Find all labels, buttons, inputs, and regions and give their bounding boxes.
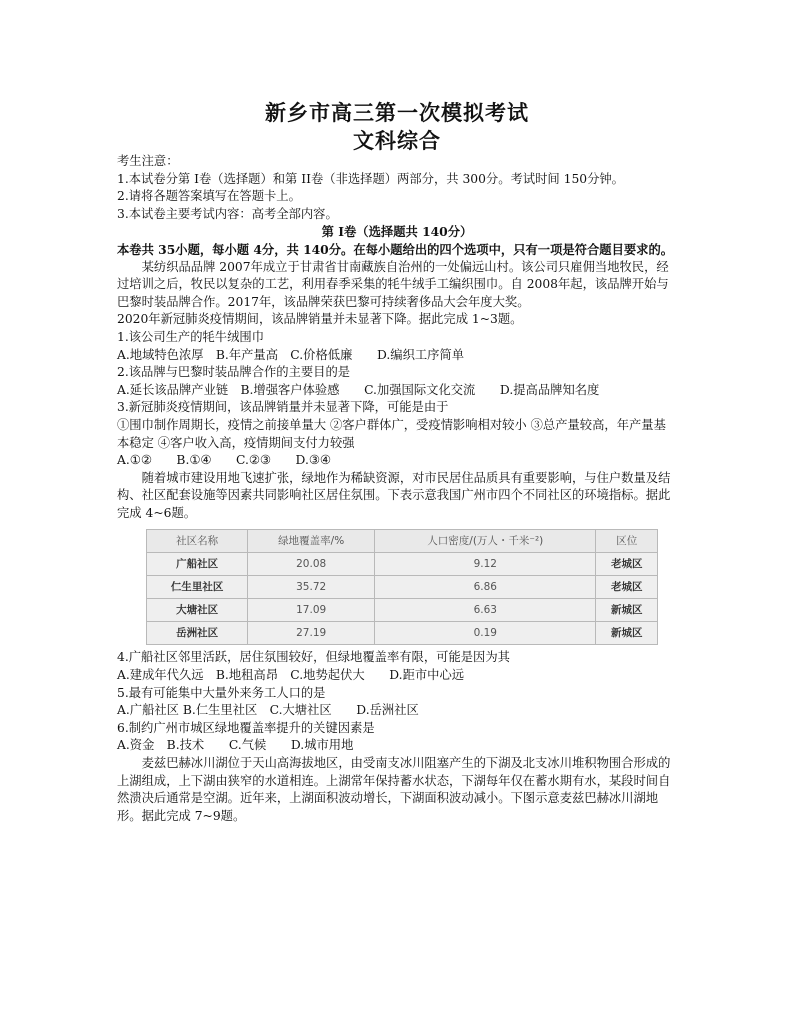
passage-text: 2020年新冠肺炎疫情期间，该品牌销量并未显著下降。据此完成 1~3题。 [117,312,523,327]
question-options: A.地域特色浓厚 B.年产量高 C.价格低廉 D.编织工序简单 [117,347,465,362]
green-coverage: 20.08 [248,553,375,576]
passage-text: 某纺织品品牌 2007年成立于甘肃省甘南藏族自治州的一处偏远山村。该公司只雇佣当地牧民，经过培训之后，牧民以复杂的工艺，利用春季采集的牦牛绒手工编织围巾。自 2008年起，该品牌开始与巴黎时装品牌合作。2017年，该品牌荣获巴黎可持续奢侈品大会年度大奖。 [117,259,669,309]
question-stem: 2.该品牌与巴黎时装品牌合作的主要目的是 [117,365,351,380]
section-title: 第 I卷（选择题共 140分） [321,224,473,240]
exam-body [117,153,677,825]
exam-subject: 文科综合 [353,128,441,153]
community-name: 广船社区 [147,553,248,576]
section-instruction: 本卷共 35小题，每小题 4分，共 140分。在每小题给出的四个选项中，只有一项是符合题目要求的。 [117,241,674,257]
question-stem: 5.最有可能集中大量外来务工人口的是 [117,685,326,700]
question-options: A.广船社区 B.仁生里社区 C.大塘社区 D.岳洲社区 [117,703,419,718]
community-name: 仁生里社区 [147,576,248,599]
notice-item: 3.本试卷主要考试内容：高考全部内容。 [117,206,338,221]
green-coverage: 35.72 [248,576,375,599]
question-statements: ①围巾制作周期长，疫情之前接单量大 ②客户群体广，受疫情影响相对较小 ③总产量较高，年产量基本稳定 ④客户收入高，疫情期间支付力较强 [117,417,666,450]
table-header-cell: 区位 [596,530,658,553]
green-coverage: 17.09 [248,599,375,622]
population-density: 0.19 [375,622,596,645]
location-area: 老城区 [596,553,658,576]
question-options: A.延长该品牌产业链 B.增强客户体验感 C.加强国际文化交流 D.提高品牌知名度 [117,382,600,397]
notice-heading: 考生注意： [117,154,179,168]
question-stem: 4.广船社区邻里活跃，居住氛围较好，但绿地覆盖率有限，可能是因为其 [117,650,510,665]
question-stem: 6.制约广州市城区绿地覆盖率提升的关键因素是 [117,720,375,735]
population-density: 6.86 [375,576,596,599]
population-density: 6.63 [375,599,596,622]
community-table [146,529,658,645]
table-header-row [147,530,658,553]
question-options: A.建成年代久远 B.地租高昂 C.地势起伏大 D.距市中心远 [117,668,465,683]
table-row [147,553,658,576]
question-stem: 3.新冠肺炎疫情期间，该品牌销量并未显著下降，可能是由于 [117,400,449,415]
exam-title: 新乡市高三第一次模拟考试 [265,100,529,125]
question-options: A.资金 B.技术 C.气候 D.城市用地 [117,738,354,753]
location-area: 新城区 [596,622,658,645]
table-header-cell: 绿地覆盖率/% [248,530,375,553]
question-stem: 1.该公司生产的牦牛绒围巾 [117,329,264,344]
table-header-cell: 人口密度/(万人・千米⁻²) [375,530,596,553]
population-density: 9.12 [375,553,596,576]
table-header-cell: 社区名称 [147,530,248,553]
location-area: 老城区 [596,576,658,599]
notice-item: 1.本试卷分第 I卷（选择题）和第 II卷（非选择题）两部分，共 300分。考试时间 150分钟。 [117,171,624,186]
notice-item: 2.请将各题答案填写在答题卡上。 [117,189,301,204]
table-row [147,599,658,622]
table-row [147,622,658,645]
community-name: 大塘社区 [147,599,248,622]
community-name: 岳洲社区 [147,622,248,645]
green-coverage: 27.19 [248,622,375,645]
passage-text: 麦兹巴赫冰川湖位于天山高海拔地区，由受南支冰川阻塞产生的下湖及北支冰川堆积物围合形成的上湖组成，上下湖由狭窄的水道相连。上湖常年保持蓄水状态，下湖每年仅在蓄水期有水，某段时间自然溃决后通常是空湖。近年来，上湖面积波动增长，下湖面积波动减小。下图示意麦兹巴赫冰川湖地形。据此完成 7~9题。 [117,756,671,823]
location-area: 新城区 [596,599,658,622]
passage-text: 随着城市建设用地飞速扩张，绿地作为稀缺资源，对市民居住品质具有重要影响，与住户数量及结构、社区配套设施等因素共同影响社区居住氛围。下表示意我国广州市四个不同社区的环境指标。据此完成 4~6题。 [117,470,671,520]
question-options: A.①② B.①④ C.②③ D.③④ [117,453,331,468]
table-row [147,576,658,599]
